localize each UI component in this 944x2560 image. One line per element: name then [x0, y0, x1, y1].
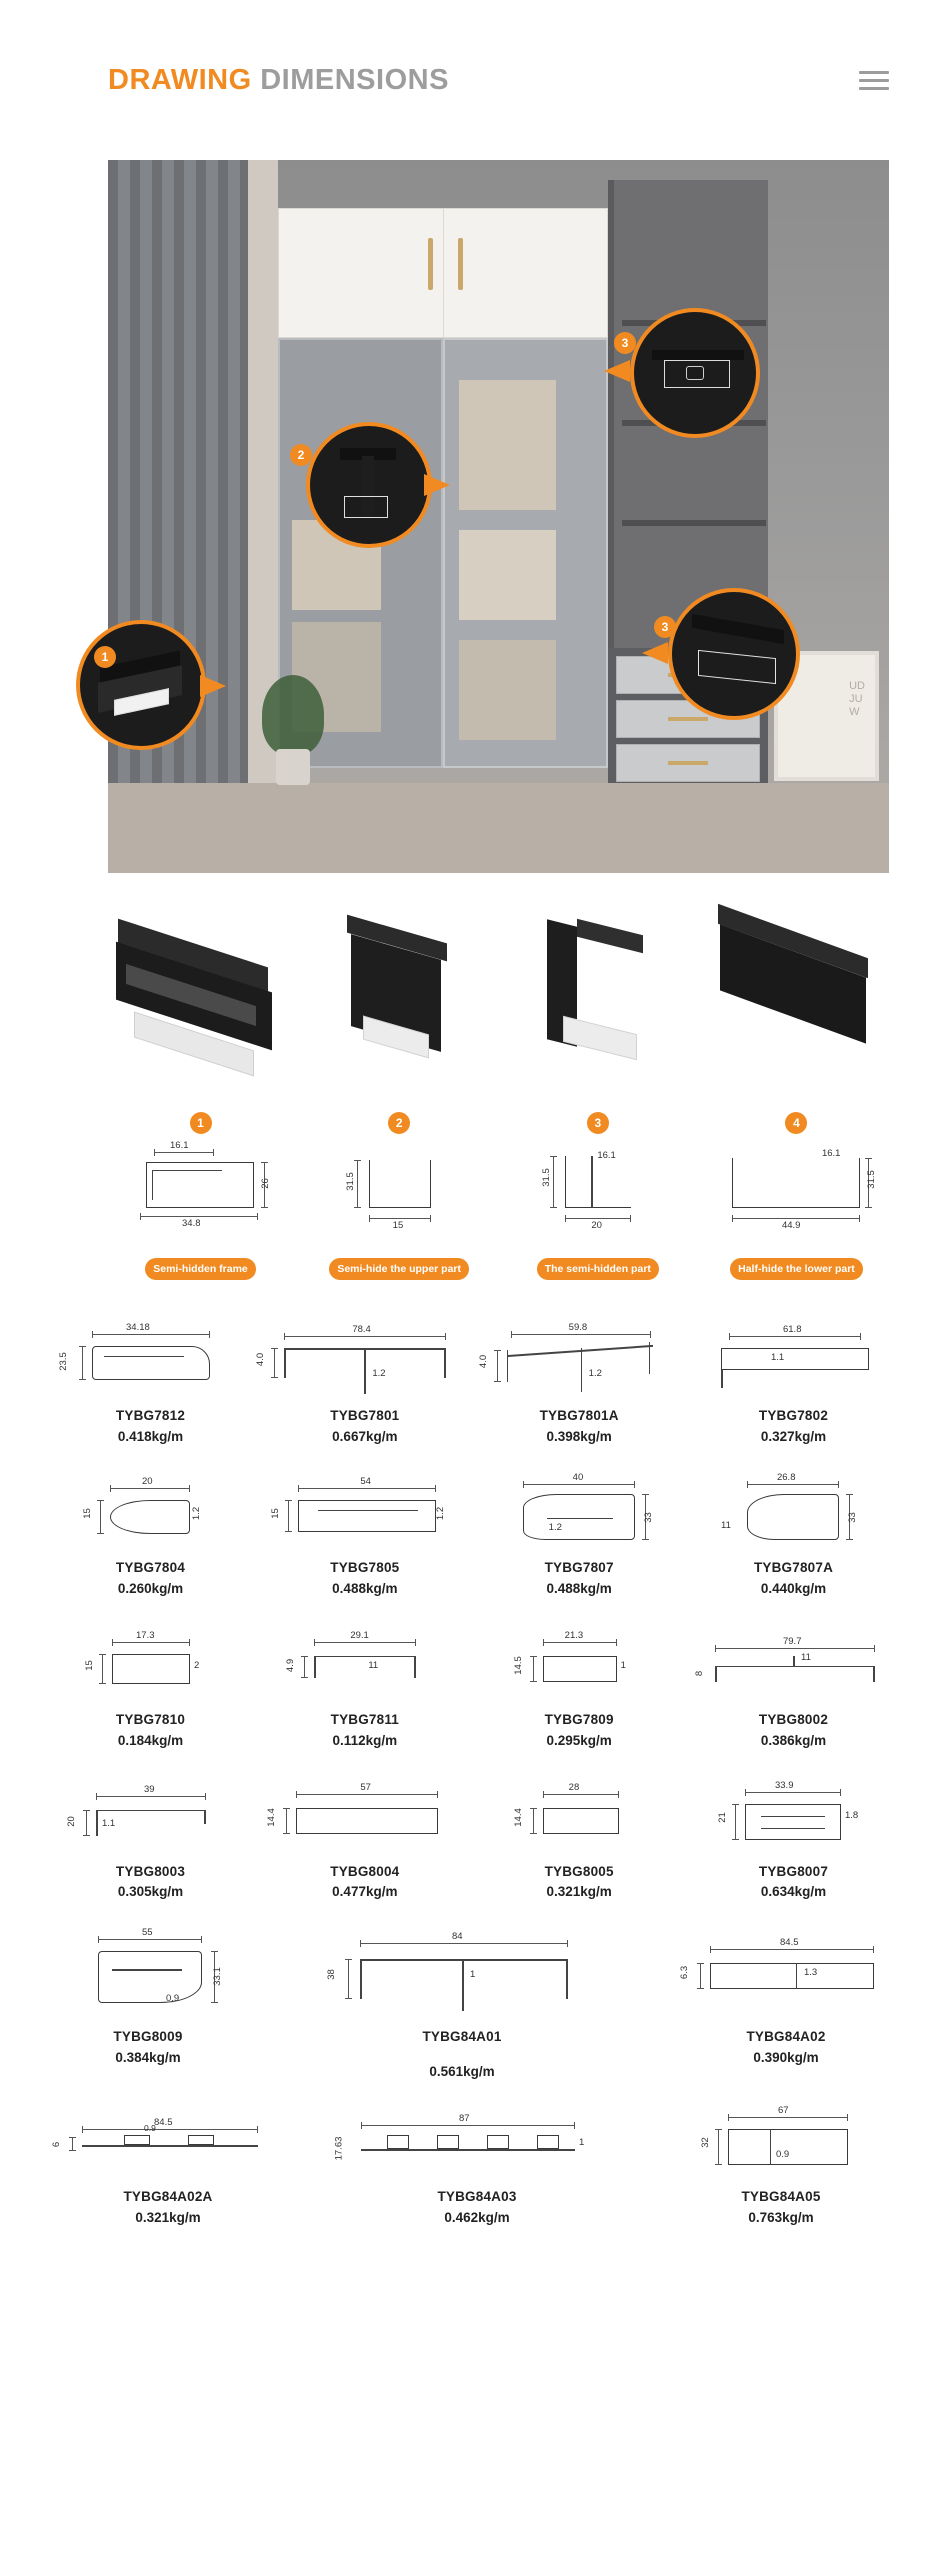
parts-row-6 [48, 2105, 896, 2229]
dim-label: 0.9 [144, 2123, 156, 2134]
dim-label: 38 [325, 1969, 337, 1981]
part-item [666, 2105, 896, 2229]
dim-label: 34.18 [126, 1322, 150, 1333]
dim-34-8: 34.8 [182, 1218, 201, 1229]
dim-label: 57 [360, 1781, 371, 1793]
dim-label: 33 [642, 1512, 654, 1523]
part-code: TYBG84A03 [437, 2189, 517, 2205]
part-drawing [312, 1929, 612, 2021]
page-title [108, 64, 449, 97]
part-code: TYBG8007 [758, 1863, 829, 1879]
callout-pointer-3-bottom [642, 642, 668, 664]
part-code: TYBG7810 [115, 1711, 186, 1727]
part-drawing [477, 1471, 682, 1552]
dim-label: 8 [694, 1670, 706, 1676]
dim-label: 17.3 [136, 1629, 155, 1641]
part-item [477, 1626, 682, 1752]
dim-label: 1.2 [588, 1368, 602, 1379]
plant [258, 675, 328, 785]
parts-row-4 [48, 1778, 896, 1904]
dim-label: 14.4 [266, 1807, 278, 1827]
part-drawing [691, 1471, 896, 1552]
part-code: TYBG84A02A [123, 2189, 213, 2205]
profile-number-2: 2 [388, 1112, 410, 1134]
part-item [255, 1322, 467, 1448]
dim-label: 33.1 [211, 1967, 223, 1987]
callout-3-circle [630, 308, 760, 438]
dim-26: 26 [259, 1178, 271, 1189]
dim-label: 21 [716, 1811, 728, 1823]
page-title-light: DIMENSIONS [260, 63, 449, 96]
dim-label: 1.2 [372, 1368, 386, 1379]
part-item [691, 1471, 896, 1600]
framed-art-text: UD JU W [849, 680, 865, 719]
hamburger-menu-icon[interactable] [859, 71, 889, 90]
profile-number-3: 3 [587, 1112, 609, 1134]
dim-label: 40 [572, 1471, 584, 1483]
part-drawing [676, 1929, 896, 2021]
part-weight: 0.321kg/m [135, 2210, 201, 2226]
part-drawing [477, 1626, 682, 1704]
profile-item-1 [108, 913, 293, 1280]
dim-label: 14.5 [512, 1655, 524, 1675]
callout-pointer-3-top [604, 360, 630, 382]
part-code: TYBG7801 [330, 1408, 400, 1423]
parts-row-3 [48, 1626, 896, 1752]
dim-label: 29.1 [350, 1629, 369, 1641]
profile-3d-image-1 [108, 913, 293, 1098]
part-weight: 0.462kg/m [444, 2210, 510, 2226]
dim-label: 79.7 [782, 1635, 802, 1647]
part-drawing [48, 1626, 253, 1704]
dim-label: 4.0 [255, 1352, 267, 1367]
part-weight: 0.667kg/m [332, 1428, 398, 1444]
dim-label: 14.4 [512, 1807, 524, 1827]
part-code: TYBG8004 [330, 1863, 400, 1879]
callout-badge-3-bottom: 3 [654, 616, 676, 638]
part-item [477, 1322, 682, 1448]
part-code: TYBG7804 [115, 1559, 186, 1575]
dim-label: 17.63 [333, 2136, 345, 2161]
callout-badge-1: 1 [94, 646, 116, 668]
dim-label: 59.8 [568, 1322, 588, 1333]
door-right-panel-b [459, 530, 556, 620]
page-title-bold: DRAWING [108, 63, 252, 96]
profile-item-2 [307, 913, 492, 1280]
part-item [477, 1778, 682, 1904]
cabinet-handle-right [458, 238, 463, 290]
dim-label: 20 [142, 1475, 153, 1487]
part-code: TYBG7801A [539, 1408, 619, 1423]
part-drawing [262, 1474, 467, 1552]
dim-label: 1.2 [435, 1506, 447, 1520]
part-weight: 0.561kg/m [429, 2064, 495, 2080]
callout-2-circle [306, 422, 432, 548]
dim-label: 1.2 [548, 1521, 562, 1533]
part-code: TYBG7805 [330, 1559, 400, 1575]
part-weight: 0.398kg/m [546, 1428, 612, 1444]
part-weight: 0.386kg/m [760, 1732, 827, 1748]
dim-label: 1.1 [770, 1352, 785, 1363]
dim-31-5: 31.5 [865, 1170, 877, 1189]
dim-label: 1 [470, 1969, 476, 1981]
part-code: TYBG7807 [544, 1559, 614, 1575]
dim-label: 39 [144, 1783, 155, 1795]
cabinet-handle-left [428, 238, 433, 290]
part-code: TYBG8005 [544, 1863, 614, 1879]
part-item [48, 1626, 253, 1752]
part-code: TYBG7807A [753, 1559, 834, 1575]
dim-16-1: 16.1 [597, 1150, 616, 1161]
profile-tag-1: Semi-hidden frame [145, 1258, 256, 1280]
part-code: TYBG8009 [113, 2029, 183, 2045]
part-item [691, 1322, 896, 1448]
part-drawing [48, 1929, 248, 2021]
part-code: TYBG7809 [544, 1711, 614, 1727]
parts-row-2 [48, 1471, 896, 1600]
part-item [262, 1778, 467, 1904]
part-item [48, 1929, 248, 2083]
dim-label: 15 [81, 1508, 93, 1519]
dim-label: 33 [846, 1512, 858, 1523]
profile-tag-2: Semi-hide the upper part [329, 1258, 469, 1280]
dim-label: 15 [270, 1508, 282, 1519]
dim-44-9: 44.9 [781, 1220, 801, 1231]
dim-label: 54 [360, 1475, 371, 1487]
dim-label: 1.1 [102, 1817, 116, 1829]
door-right [443, 338, 608, 768]
part-code: TYBG7802 [758, 1408, 829, 1423]
profile-3d-image-3 [505, 913, 690, 1098]
dim-label: 15 [83, 1659, 95, 1671]
dim-label: 23.5 [57, 1352, 69, 1371]
dim-label: 6 [51, 2142, 63, 2148]
dim-15: 15 [392, 1220, 404, 1231]
dim-label: 84.5 [154, 2117, 173, 2129]
profile-tag-3: The semi-hidden part [537, 1258, 659, 1280]
dim-label: 26.8 [776, 1471, 796, 1483]
parts-catalog [48, 1322, 896, 2229]
part-drawing [691, 1778, 896, 1856]
dim-label: 32 [699, 2137, 711, 2149]
dim-label: 1 [579, 2137, 585, 2149]
part-weight: 0.327kg/m [760, 1428, 827, 1444]
dim-label: 11 [368, 1659, 379, 1671]
part-weight: 0.321kg/m [546, 1884, 612, 1900]
profile-dimension-1 [108, 1140, 293, 1254]
part-weight: 0.418kg/m [117, 1428, 184, 1444]
part-code: TYBG7811 [330, 1711, 400, 1727]
dim-label: 33.9 [774, 1779, 794, 1791]
part-item [262, 1626, 467, 1752]
part-weight: 0.488kg/m [332, 1580, 398, 1596]
part-drawing [262, 1626, 467, 1704]
profile-dimension-4 [704, 1144, 889, 1254]
profile-3d-image-2 [307, 913, 492, 1098]
part-weight: 0.634kg/m [760, 1884, 827, 1900]
menu-bar-2 [859, 79, 889, 82]
part-weight: 0.763kg/m [748, 2210, 814, 2226]
part-code: TYBG84A05 [741, 2189, 821, 2205]
page-header [0, 0, 944, 160]
floor [108, 783, 889, 873]
part-drawing [477, 1322, 682, 1400]
callout-pointer-2 [424, 474, 450, 496]
parts-row-5 [48, 1929, 896, 2083]
part-item [312, 1929, 612, 2083]
part-code: TYBG7812 [115, 1408, 186, 1423]
door-right-panel-a [459, 380, 556, 510]
part-drawing [48, 1322, 253, 1400]
part-code: TYBG84A01 [422, 2029, 502, 2045]
part-drawing [48, 1474, 253, 1552]
callout-4-circle [668, 588, 800, 720]
part-weight: 0.184kg/m [117, 1732, 184, 1748]
profile-gallery [108, 913, 889, 1280]
dim-label: 11 [800, 1651, 811, 1663]
part-drawing [666, 2105, 896, 2181]
closet-shelf-3 [622, 520, 766, 526]
dim-label: 4.0 [477, 1354, 489, 1369]
part-item [262, 1474, 467, 1600]
part-item [48, 1778, 253, 1904]
dim-label: 1.3 [804, 1967, 818, 1979]
part-item [48, 1322, 253, 1448]
menu-bar-1 [859, 71, 889, 74]
part-weight: 0.305kg/m [117, 1884, 184, 1900]
part-item [676, 1929, 896, 2083]
profile-tag-4: Half-hide the lower part [730, 1258, 863, 1280]
part-item [48, 2109, 288, 2229]
part-drawing [477, 1778, 682, 1856]
part-code: TYBG84A02 [746, 2029, 826, 2045]
dim-label: 1 [620, 1659, 626, 1671]
part-code: TYBG8002 [758, 1711, 829, 1727]
profile-dimension-3 [505, 1144, 690, 1254]
dim-16-1: 16.1 [170, 1140, 189, 1151]
dim-label: 84 [452, 1931, 463, 1943]
profile-dimension-2 [307, 1144, 492, 1254]
dim-label: 84.5 [780, 1937, 799, 1949]
curtain [108, 160, 248, 873]
part-drawing [691, 1626, 896, 1704]
part-weight: 0.112kg/m [332, 1732, 398, 1748]
parts-row-1 [48, 1322, 896, 1448]
dim-label: 2 [194, 1659, 200, 1671]
dim-label: 28 [568, 1781, 580, 1793]
callout-1-circle [76, 620, 206, 750]
part-weight: 0.477kg/m [332, 1884, 398, 1900]
footer-spacer [0, 2255, 944, 2275]
dim-label: 78.4 [352, 1324, 371, 1335]
dim-label: 55 [142, 1927, 153, 1939]
dim-16-1: 16.1 [821, 1148, 841, 1159]
dim-label: 67 [778, 2105, 789, 2117]
dim-label: 20 [65, 1815, 77, 1827]
drawer-3 [616, 744, 760, 782]
menu-bar-3 [859, 87, 889, 90]
profile-item-3 [505, 913, 690, 1280]
dim-label: 21.3 [564, 1629, 584, 1641]
profile-number-1: 1 [190, 1112, 212, 1134]
profile-number-4: 4 [785, 1112, 807, 1134]
door-right-panel-c [459, 640, 556, 740]
dim-31-5: 31.5 [541, 1168, 553, 1187]
callout-badge-3-top: 3 [614, 332, 636, 354]
part-weight: 0.295kg/m [546, 1732, 612, 1748]
part-code: TYBG8003 [115, 1863, 186, 1879]
hero-room-image [101, 160, 889, 873]
dim-20: 20 [591, 1220, 602, 1231]
dim-label: 1.2 [191, 1506, 203, 1520]
part-item [691, 1626, 896, 1752]
dim-label: 87 [459, 2113, 470, 2125]
part-weight: 0.390kg/m [753, 2050, 819, 2066]
part-drawing [255, 1322, 467, 1400]
dim-label: 11 [720, 1519, 731, 1531]
part-weight: 0.488kg/m [546, 1580, 612, 1596]
dim-label: 0.9 [776, 2149, 790, 2161]
dim-label: 4.9 [285, 1658, 297, 1672]
dim-label: 0.9 [166, 1993, 180, 2005]
dim-label: 6.3 [679, 1966, 691, 1980]
dim-31-5: 31.5 [344, 1172, 356, 1191]
part-weight: 0.384kg/m [115, 2050, 181, 2066]
upper-cabinet [278, 208, 608, 338]
callout-badge-2: 2 [290, 444, 312, 466]
part-drawing [327, 2109, 627, 2181]
part-weight: 0.440kg/m [760, 1580, 827, 1596]
dim-label: 1.8 [844, 1809, 859, 1821]
dim-label: 61.8 [782, 1324, 802, 1335]
callout-pointer-1 [200, 675, 226, 697]
part-drawing [691, 1322, 896, 1400]
part-weight: 0.260kg/m [117, 1580, 184, 1596]
part-item [48, 1474, 253, 1600]
hero-section [101, 160, 889, 873]
part-drawing [48, 1778, 253, 1856]
profile-item-4 [704, 913, 889, 1280]
part-item [477, 1471, 682, 1600]
part-item [327, 2109, 627, 2229]
part-drawing [48, 2109, 288, 2181]
part-item [691, 1778, 896, 1904]
part-drawing [262, 1778, 467, 1856]
profile-3d-image-4 [704, 913, 889, 1098]
